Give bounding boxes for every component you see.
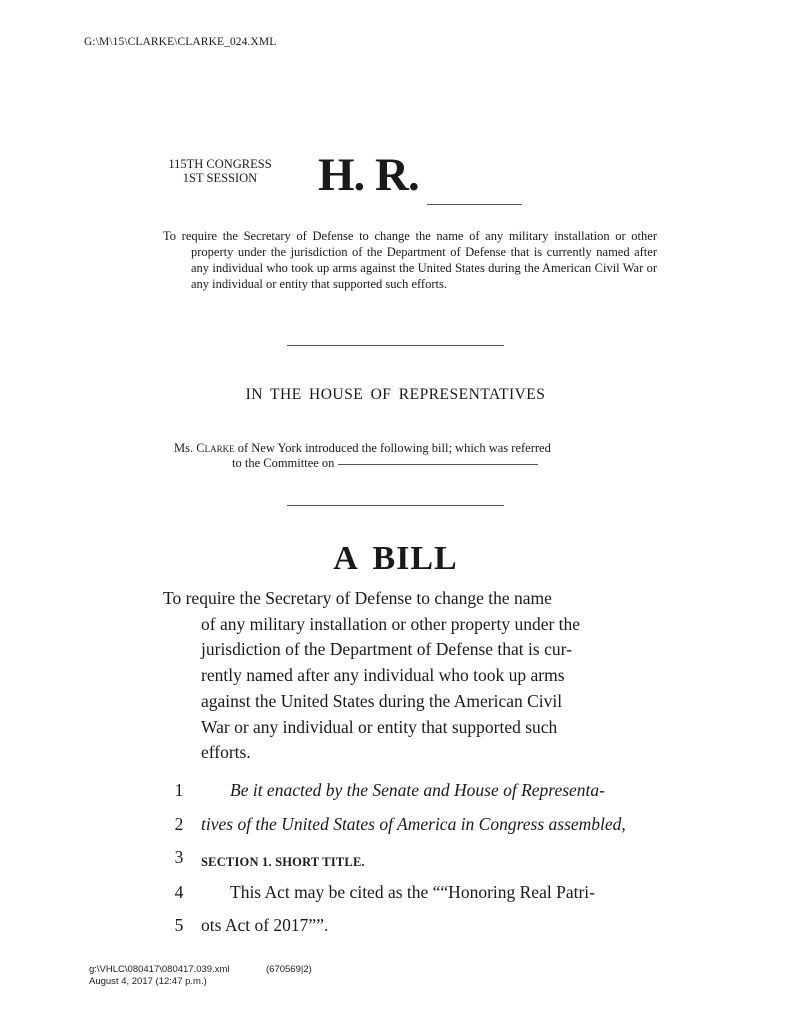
congress-number: 115TH CONGRESS xyxy=(168,157,272,171)
footer-code: (670569|2) xyxy=(266,964,312,975)
chamber-heading: IN THE HOUSE OF REPRESENTATIVES xyxy=(245,386,546,403)
long-title-line: of any military installation or other property under the xyxy=(201,613,581,634)
short-description: To require the Secretary of Defense to change the name of any military installation or other property under the jurisdiction of the Department of Defense that is currently named after any individual who took up arms against the United States during the American Civil War or any individual or entity that supported such efforts. xyxy=(163,229,657,291)
divider-rule xyxy=(287,345,504,346)
file-path: G:\M\15\CLARKE\CLARKE_024.XML xyxy=(84,36,277,48)
body-line xyxy=(163,814,629,842)
sponsor-prefix: Ms. xyxy=(174,441,194,455)
introduction xyxy=(174,441,620,471)
sponsor-name: Clarke xyxy=(196,441,235,455)
body-line xyxy=(163,847,629,875)
introduction-text: of New York introduced the following bill; which was referred xyxy=(237,441,551,455)
section-heading: SECTION 1. SHORT TITLE. xyxy=(201,855,365,869)
long-title-line: efforts. xyxy=(201,742,251,763)
footer-timestamp: August 4, 2017 (12:47 p.m.) xyxy=(89,976,207,987)
session-number: 1ST SESSION xyxy=(182,171,258,185)
body-line xyxy=(163,882,629,910)
footer-path: g:\VHLC\080417\080417.039.xml xyxy=(89,964,230,975)
long-title xyxy=(163,586,629,766)
bill-number-blank xyxy=(427,204,522,205)
line-number: 4 xyxy=(174,882,184,902)
committee-label: to the Committee on xyxy=(232,456,335,470)
congress-session-block xyxy=(150,157,290,185)
divider-rule xyxy=(287,505,504,506)
long-title-line: jurisdiction of the Department of Defense that is cur- xyxy=(201,639,572,660)
section-text: ots Act of 2017””. xyxy=(201,915,329,935)
footer xyxy=(89,964,312,988)
body-line xyxy=(163,915,629,943)
bill-label: H. R. xyxy=(318,149,419,201)
line-number: 5 xyxy=(174,915,184,935)
bill-type-heading: A BILL xyxy=(333,540,458,577)
long-title-line: War or any individual or entity that supported such xyxy=(201,716,558,737)
long-title-line: against the United States during the American Civil xyxy=(201,690,563,711)
committee-blank xyxy=(338,464,538,465)
line-number: 3 xyxy=(174,847,184,867)
long-title-line: To require the Secretary of Defense to change the name xyxy=(163,588,552,608)
long-title-line: rently named after any individual who took up arms xyxy=(201,665,565,686)
section-text: This Act may be cited as the ““Honoring Real Patri- xyxy=(230,882,595,902)
introduction-line-2 xyxy=(174,456,620,471)
introduction-line-1 xyxy=(174,441,620,456)
enacting-clause: tives of the United States of America in Congress assembled, xyxy=(201,814,626,834)
line-number: 1 xyxy=(174,780,184,800)
enacting-clause: Be it enacted by the Senate and House of Representa- xyxy=(230,780,605,800)
line-number: 2 xyxy=(174,814,184,834)
body-line xyxy=(163,780,629,808)
